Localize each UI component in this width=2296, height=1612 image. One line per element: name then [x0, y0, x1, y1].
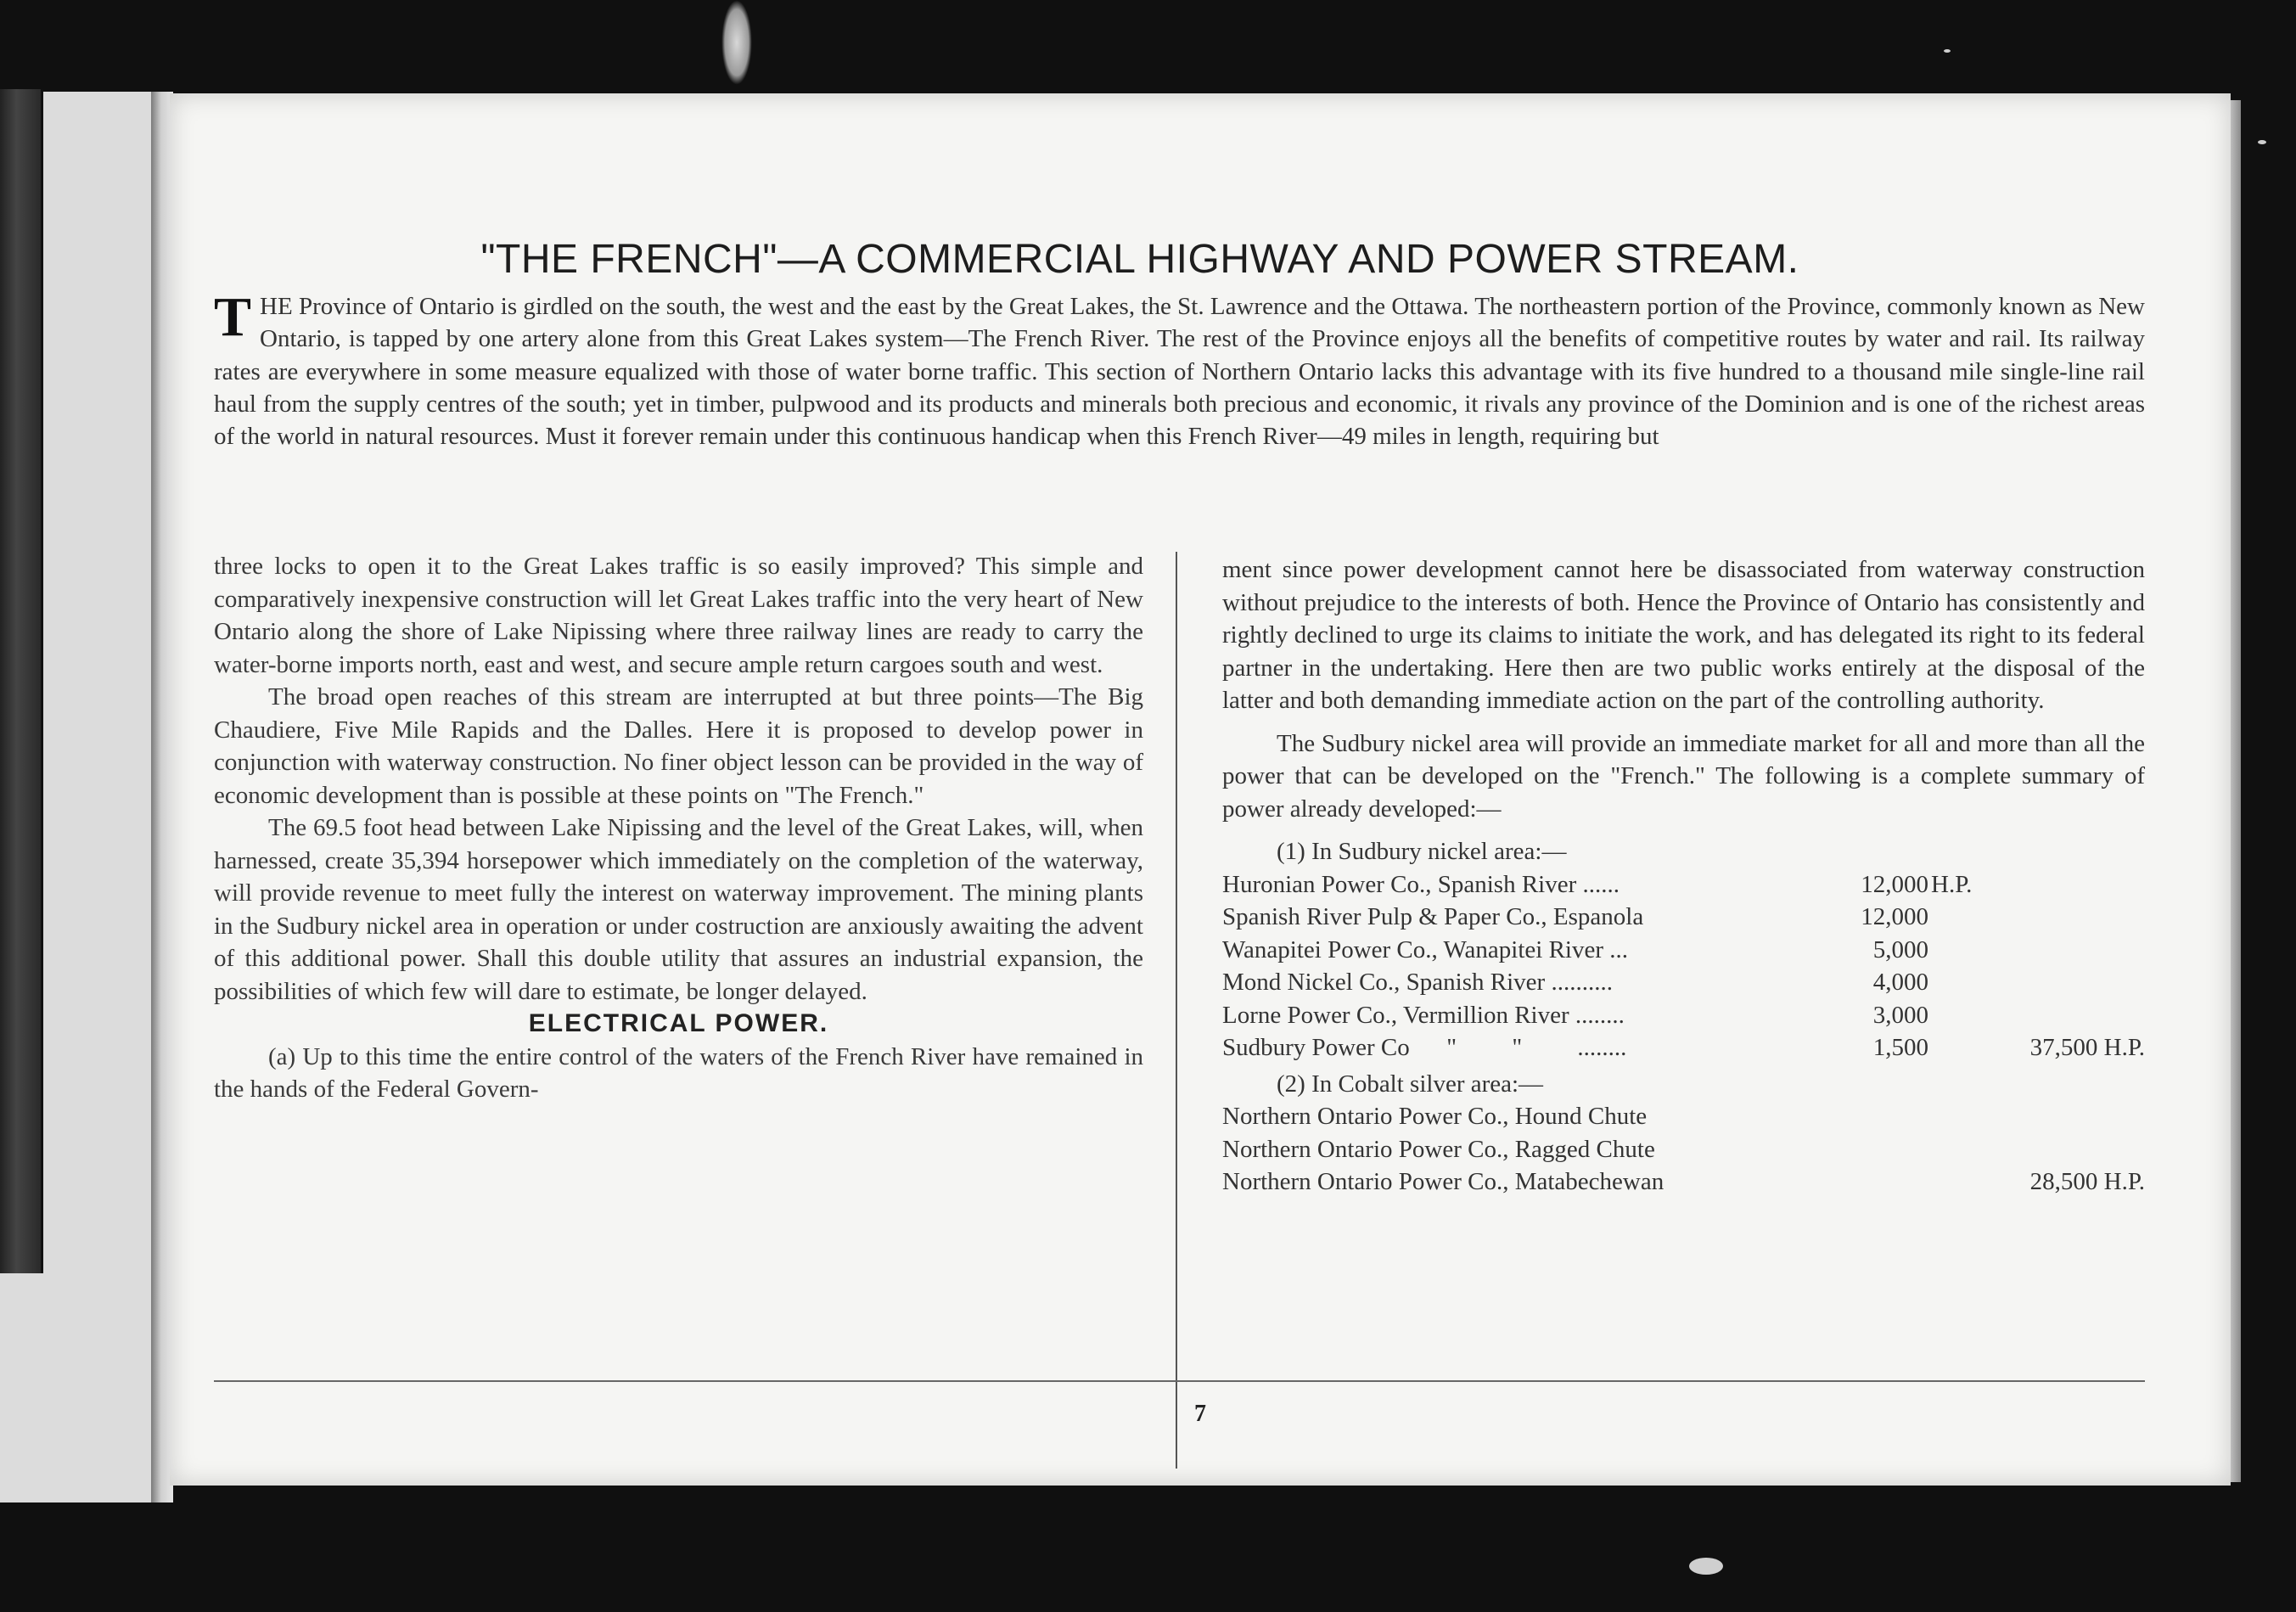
power-row — [1222, 1165, 2145, 1199]
left-column — [214, 550, 1143, 1106]
dust-speck — [2258, 140, 2266, 144]
company-name: Northern Ontario Power Co., Matabechewan — [1222, 1168, 1664, 1195]
company-name: Spanish River Pulp & Paper Co., Espanola — [1222, 903, 1644, 930]
left-paragraph-4: (a) Up to this time the entire control of the waters of the French River have remained in the hands of the Federal Govern- — [214, 1042, 1143, 1103]
right-paragraph-2: The Sudbury nickel area will provide an immediate market for all and more than all the power that can be developed on the "French." The following is a complete summary of power already developed:— — [1222, 729, 2145, 823]
horsepower-value: 1,500 — [1872, 1034, 1928, 1061]
horsepower-value: 3,000 — [1872, 1001, 1928, 1029]
company-name: Wanapitei Power Co., Wanapitei River ... — [1222, 935, 1629, 963]
company-name: Sudbury Power Co " " ........ — [1222, 1034, 1627, 1061]
sudbury-group-label: (1) In Sudbury nickel area:— — [1277, 838, 1567, 865]
column-divider — [1176, 552, 1177, 1469]
sudbury-power-list — [1222, 868, 2145, 1064]
facing-page-photo — [0, 89, 43, 1273]
company-name: Huronian Power Co., Spanish River ...... — [1222, 870, 1620, 898]
horsepower-value: 12,000 — [1861, 903, 1928, 930]
group-total: 28,500 H.P. — [2029, 1168, 2145, 1195]
power-row — [1222, 966, 2145, 999]
section-heading-electrical-power: ELECTRICAL POWER. — [528, 1009, 829, 1037]
horsepower-value: 5,000 — [1872, 935, 1928, 963]
page-number: 7 — [1194, 1401, 1206, 1427]
left-paragraph-2: The broad open reaches of this stream are interrupted at but three points—The Big Chaudiere, Five Mile Rapids and the Dalles. Here it is proposed to develop power in conjunction with waterway construction. No finer object lesson can be provided in the way of economic development than is possible at these points on "The French." — [214, 683, 1143, 809]
left-paragraph-1: three locks to open it to the Great Lakes traffic is so easily improved? This simple and comparatively inexpensive construction will let Great Lakes traffic into the very heart of New Ontario along the shore of Lake Nipissing where three railway lines are ready to carry the water-borne imports north, east and west, and secure ample return cargoes south and west. — [214, 553, 1143, 678]
left-paragraph-3: The 69.5 foot head between Lake Nipissing and the level of the Great Lakes, will, when harnessed, create 35,394 horsepower which immediately on the completion of the waterway, will provide revenue to meet fully the interest on waterway improvement. The mining plants in the Sudbury nickel area in operation or under costruction are anxiously awaiting the advent of this additional power. Shall this double utility that assures an industrial expansion, the possibilities of which few will dare to estimate, be longer delayed. — [214, 814, 1143, 1005]
power-row — [1222, 999, 2145, 1032]
power-row — [1222, 934, 2145, 967]
horsepower-value: 12,000 — [1861, 870, 1928, 898]
company-name: Northern Ontario Power Co., Hound Chute — [1222, 1103, 1648, 1130]
power-row — [1222, 868, 2145, 901]
dust-speck — [1944, 49, 1951, 53]
company-name: Northern Ontario Power Co., Ragged Chute — [1222, 1135, 1655, 1163]
power-row — [1222, 1031, 2145, 1064]
intro-paragraph — [214, 286, 2145, 452]
power-row — [1222, 1100, 2145, 1133]
cobalt-group-label: (2) In Cobalt silver area:— — [1277, 1070, 1544, 1098]
paper-tear-mark — [721, 0, 752, 85]
company-name: Mond Nickel Co., Spanish River .......... — [1222, 969, 1613, 996]
company-name: Lorne Power Co., Vermillion River ........ — [1222, 1001, 1625, 1029]
right-column — [1222, 553, 2145, 1199]
book-page — [170, 93, 2231, 1486]
cobalt-power-list — [1222, 1100, 2145, 1199]
power-row — [1222, 1133, 2145, 1166]
page-title: "THE FRENCH"—A COMMERCIAL HIGHWAY AND POWER STREAM. — [480, 237, 1799, 282]
power-row — [1222, 901, 2145, 934]
drop-cap: T — [214, 286, 252, 348]
group-total: 37,500 H.P. — [2029, 1034, 2145, 1061]
right-paragraph-1: ment since power development cannot here be disassociated from waterway construction without prejudice to the interests of both. Hence the Province of Ontario has consistently and rightly declined to urge its claims to initiate the work, and has delegated its right to its federal partner in the undertaking. Here then are two public works entirely at the disposal of the latter and both demanding immediate action on the part of the controlling authority. — [1222, 556, 2145, 714]
horsepower-value: 4,000 — [1872, 969, 1928, 996]
dust-speck — [1689, 1558, 1723, 1575]
page-edge — [2231, 100, 2241, 1482]
footer-rule — [214, 1380, 2145, 1382]
horsepower-unit: H.P. — [1931, 870, 1973, 898]
intro-text: HE Province of Ontario is girdled on the south, the west and the east by the Great Lakes, the St. Lawrence and the Ottawa. The northeastern portion of the Province, commonly known as New Ontario, is tapped by one artery alone from this Great Lakes system—The French River. The rest of the Province enjoys all the benefits of competitive routes by water and rail. Its railway rates are everywhere in some measure equalized with those of water borne traffic. This section of Northern Ontario lacks this advantage with its five hundred to a thousand mile single-line rail haul from the supply centres of the south; yet in timber, pulpwood and its products and minerals both precious and economic, it rivals any province of the Dominion and is one of the richest areas of the world in natural resources. Must it forever remain under this continuous handicap when this French River—49 miles in length, requiring but — [214, 293, 2145, 451]
